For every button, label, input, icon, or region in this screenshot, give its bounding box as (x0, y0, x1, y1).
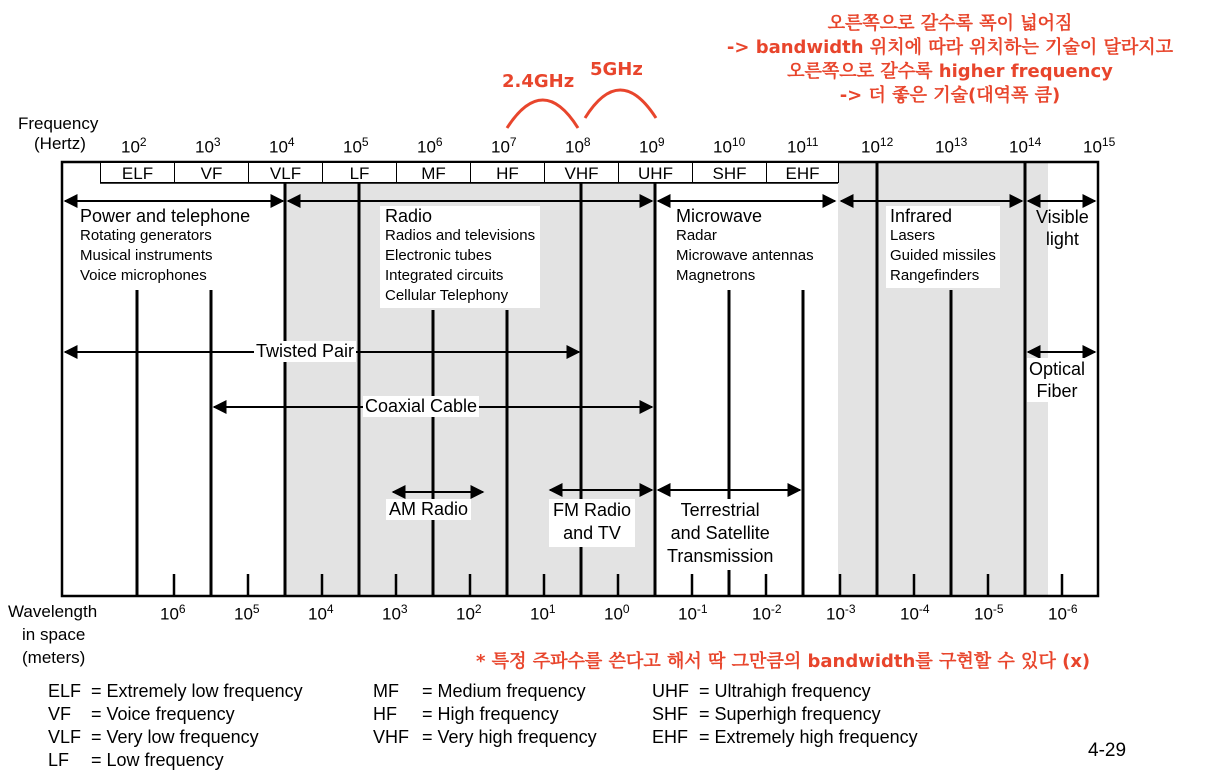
tick-exponent: 4 (326, 602, 334, 616)
frequency-tick-label (713, 135, 745, 158)
tick-exponent: 6 (178, 602, 186, 616)
label-coaxial-cable: Coaxial Cable (365, 396, 478, 416)
group-infrared-item: Lasers (890, 227, 936, 244)
group-microwave-item: Magnetrons (676, 267, 756, 284)
tick-base: 10 (974, 604, 993, 624)
band-cell: VHF (544, 162, 619, 183)
legend-abbr: UHF (652, 681, 689, 701)
tick-exponent: 15 (1101, 135, 1116, 149)
wavelength-tick-label (974, 602, 1004, 625)
group-microwave-item: Radar (676, 227, 717, 244)
legend-row (652, 703, 918, 726)
frequency-tick-label (861, 135, 893, 158)
tick-exponent: -3 (844, 602, 856, 616)
tick-base: 10 (1009, 137, 1028, 157)
legend-desc: = Extremely high frequency (699, 727, 918, 747)
label-optical-fiber (1027, 358, 1087, 402)
tick-base: 10 (195, 137, 214, 157)
tick-base: 10 (456, 604, 475, 624)
fm-line1: FM Radio (553, 500, 632, 520)
tick-exponent: 2 (139, 135, 147, 149)
frequency-tick-label (417, 135, 443, 158)
visible-line2: light (1045, 229, 1079, 249)
label-am-radio: AM Radio (386, 499, 471, 520)
tick-base: 10 (234, 604, 253, 624)
legend-desc: = Voice frequency (91, 704, 235, 724)
frequency-tick-label (935, 135, 967, 158)
group-infrared-item: Rangefinders (890, 267, 980, 284)
group-power-item: Rotating generators (80, 227, 212, 244)
frequency-tick-label (121, 135, 147, 158)
band-cell: SHF (692, 162, 767, 183)
tick-base: 10 (826, 604, 845, 624)
visible-line1: Visible (1036, 207, 1089, 227)
tick-base: 10 (752, 604, 771, 624)
wavelength-label-line1: Wavelength (8, 602, 98, 621)
legend-abbr: ELF (48, 681, 82, 701)
legend-col1 (48, 680, 303, 772)
wavelength-tick-label (456, 602, 482, 625)
frequency-tick-label (269, 135, 295, 158)
bottom-note: * 특정 주파수를 쓴다고 해서 딱 그만큼의 bandwidth를 구현할 수 있다 (x) (476, 651, 1091, 672)
tick-base: 10 (530, 604, 549, 624)
band-cell: HF (470, 162, 545, 183)
tick-exponent: 0 (622, 602, 630, 616)
top-note (700, 12, 1200, 108)
wavelength-tick-label (308, 602, 334, 625)
tick-base: 10 (639, 137, 658, 157)
tick-base: 10 (417, 137, 436, 157)
tick-base: 10 (491, 137, 510, 157)
group-power (80, 206, 250, 286)
group-microwave-title: Microwave (676, 206, 763, 226)
tick-base: 10 (604, 604, 623, 624)
wavelength-label-line3: (meters) (22, 648, 86, 667)
label-fm-radio (549, 499, 635, 547)
wavelength-tick-label (678, 602, 708, 625)
legend-row (48, 703, 303, 726)
tick-base: 10 (1083, 137, 1102, 157)
band-cell: VLF (248, 162, 323, 183)
group-radio-title: Radio (385, 206, 433, 226)
legend-row (48, 749, 303, 772)
label-2-4ghz: 2.4GHz (502, 71, 575, 92)
frequency-tick-label (1009, 135, 1041, 158)
frequency-tick-label (343, 135, 369, 158)
fm-line2: and TV (563, 523, 621, 543)
legend-desc: = Very high frequency (422, 727, 597, 747)
top-note-line: 오른쪽으로 갈수록 higher frequency (787, 61, 1113, 82)
top-note-line: -> 더 좋은 기술(대역폭 큼) (839, 85, 1061, 106)
group-microwave-item: Microwave antennas (676, 247, 814, 264)
wavelength-tick-label (604, 602, 630, 625)
tick-exponent: -4 (918, 602, 930, 616)
tick-base: 10 (565, 137, 584, 157)
tick-base: 10 (121, 137, 140, 157)
optical-line1: Optical (1029, 359, 1086, 379)
frequency-label-line2: (Hertz) (34, 134, 86, 153)
band-cell: ELF (100, 162, 175, 183)
legend-row (48, 680, 303, 703)
legend-abbr: SHF (652, 704, 688, 724)
legend-abbr: LF (48, 750, 70, 770)
legend-desc: = High frequency (422, 704, 559, 724)
tick-exponent: 3 (213, 135, 221, 149)
group-power-item: Voice microphones (80, 267, 207, 284)
group-visible (1036, 206, 1089, 250)
page-number: 4-29 (1088, 740, 1127, 761)
label-5ghz: 5GHz (590, 59, 643, 80)
band-cell: MF (396, 162, 471, 183)
legend-row (652, 680, 918, 703)
tick-exponent: 7 (509, 135, 517, 149)
legend-row (48, 726, 303, 749)
frequency-tick-label (195, 135, 221, 158)
tick-base: 10 (678, 604, 697, 624)
tick-exponent: 3 (400, 602, 408, 616)
wavelength-tick-label (900, 602, 930, 625)
legend-abbr: VF (48, 704, 72, 724)
frequency-tick-label (787, 135, 818, 158)
legend-row (373, 703, 597, 726)
tick-base: 10 (160, 604, 179, 624)
tick-base: 10 (935, 137, 954, 157)
tick-base: 10 (343, 137, 362, 157)
top-note-line: -> bandwidth 위치에 따라 위치하는 기술이 달라지고 (726, 37, 1174, 58)
legend-col3 (652, 680, 918, 749)
tick-exponent: -5 (992, 602, 1004, 616)
legend-abbr: HF (373, 704, 397, 724)
label-terrestrial (664, 499, 776, 570)
legend-abbr: VHF (373, 727, 409, 747)
tick-exponent: 13 (953, 135, 968, 149)
legend-desc: = Very low frequency (91, 727, 259, 747)
legend-desc: = Superhigh frequency (699, 704, 881, 724)
group-power-title: Power and telephone (80, 206, 251, 226)
tick-exponent: 5 (252, 602, 260, 616)
legend-desc: = Medium frequency (422, 681, 586, 701)
legend-desc: = Low frequency (91, 750, 224, 770)
group-radio-item: Cellular Telephony (385, 287, 509, 304)
optical-line2: Fiber (1036, 381, 1078, 401)
legend-desc: = Ultrahigh frequency (699, 681, 871, 701)
legend-desc: = Extremely low frequency (91, 681, 303, 701)
wavelength-tick-label (234, 602, 260, 625)
tick-exponent: 2 (474, 602, 482, 616)
tick-exponent: -1 (696, 602, 708, 616)
legend-col2 (373, 680, 597, 749)
wavelength-tick-label (1048, 602, 1078, 625)
tick-exponent: 6 (435, 135, 443, 149)
tick-exponent: 14 (1027, 135, 1042, 149)
top-note-line: 오른쪽으로 갈수록 폭이 넓어짐 (827, 13, 1073, 34)
wavelength-tick-label (826, 602, 856, 625)
frequency-tick-label (491, 135, 517, 158)
group-infrared-item: Guided missiles (890, 247, 996, 264)
tick-base: 10 (1048, 604, 1067, 624)
tick-exponent: 10 (731, 135, 746, 149)
label-twisted-pair: Twisted Pair (256, 341, 355, 361)
tick-exponent: -2 (770, 602, 782, 616)
tick-exponent: 9 (657, 135, 665, 149)
tick-base: 10 (713, 137, 732, 157)
tick-base: 10 (787, 137, 806, 157)
group-power-item: Musical instruments (80, 247, 213, 264)
band-cell: UHF (618, 162, 693, 183)
tick-exponent: 12 (879, 135, 894, 149)
legend-row (652, 726, 918, 749)
frequency-tick-label (639, 135, 665, 158)
group-infrared-title: Infrared (890, 206, 953, 226)
tick-exponent: 11 (805, 135, 819, 149)
frequency-label-line1: Frequency (18, 114, 99, 133)
tick-base: 10 (382, 604, 401, 624)
band-cell: VF (174, 162, 249, 183)
terrestrial-line2: and Satellite (670, 523, 770, 543)
legend-abbr: EHF (652, 727, 688, 747)
tick-base: 10 (861, 137, 880, 157)
tick-base: 10 (269, 137, 288, 157)
group-radio-item: Integrated circuits (385, 267, 504, 284)
tick-base: 10 (308, 604, 327, 624)
tick-exponent: 5 (361, 135, 369, 149)
tick-exponent: 4 (287, 135, 295, 149)
band-cell: LF (322, 162, 397, 183)
terrestrial-line3: Transmission (667, 546, 774, 566)
legend-abbr: MF (373, 681, 399, 701)
legend-row (373, 680, 597, 703)
group-radio-item: Electronic tubes (385, 247, 492, 264)
arc-2-4ghz (507, 100, 578, 128)
frequency-tick-label (565, 135, 591, 158)
wavelength-tick-label (160, 602, 186, 625)
legend-row (373, 726, 597, 749)
tick-exponent: 1 (548, 602, 556, 616)
wavelength-tick-label (530, 602, 556, 625)
tick-base: 10 (900, 604, 919, 624)
frequency-tick-label (1083, 135, 1115, 158)
group-microwave (671, 206, 819, 288)
group-radio (380, 206, 540, 308)
wavelength-label-line2: in space (22, 625, 86, 644)
legend-abbr: VLF (48, 727, 82, 747)
wavelength-tick-label (752, 602, 782, 625)
terrestrial-line1: Terrestrial (680, 500, 760, 520)
arc-5ghz (585, 90, 656, 118)
group-radio-item: Radios and televisions (385, 227, 536, 244)
group-infrared (886, 206, 1000, 288)
band-cell: EHF (766, 162, 839, 183)
tick-exponent: -6 (1066, 602, 1078, 616)
wavelength-axis-label (8, 600, 97, 669)
tick-exponent: 8 (583, 135, 591, 149)
wavelength-tick-label (382, 602, 408, 625)
frequency-axis-label (18, 114, 98, 154)
